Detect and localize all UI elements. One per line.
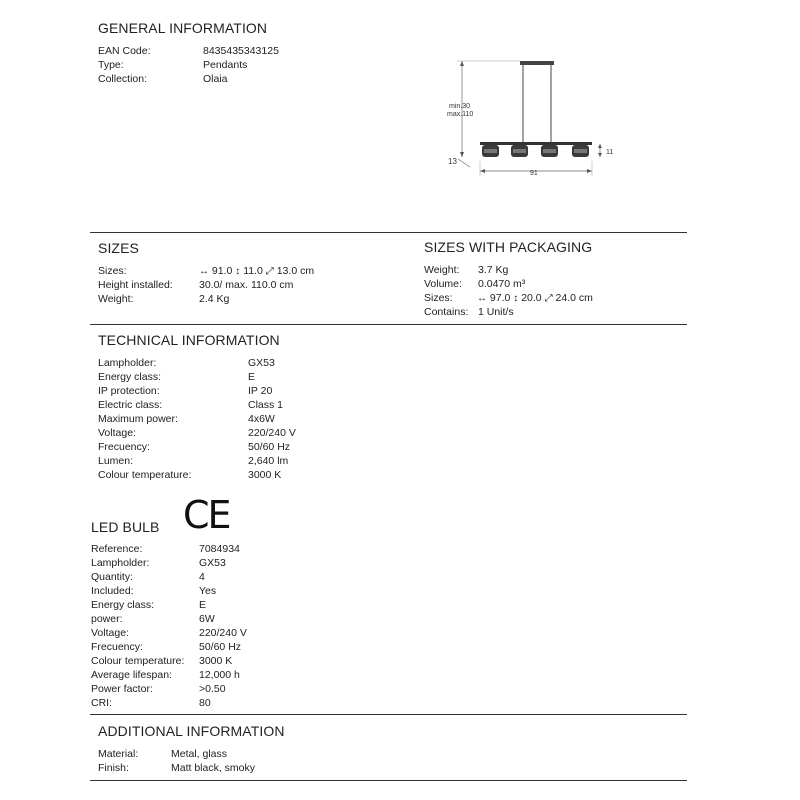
height-min-label: min.30 <box>449 103 471 110</box>
led-label: Included: <box>91 585 134 597</box>
sizes-title: SIZES <box>98 240 139 256</box>
tech-value: 220/240 V <box>248 427 296 439</box>
led-value: 4 <box>199 571 205 583</box>
tech-label: Electric class: <box>98 399 163 411</box>
led-value: 50/60 Hz <box>199 641 242 653</box>
collection-value: Olaia <box>203 73 228 85</box>
led-label: Power factor: <box>91 683 153 695</box>
sizes-label: Sizes: <box>98 265 127 277</box>
pack-weight-value: 3.7 Kg <box>478 264 509 276</box>
led-label: Voltage: <box>91 627 129 639</box>
led-value: 12,000 h <box>199 669 240 681</box>
width-label: 91 <box>530 170 538 177</box>
led-value: 6W <box>199 613 215 625</box>
led-label: Energy class: <box>91 599 155 611</box>
pack-contains-label: Contains: <box>424 306 469 318</box>
led-title: LED BULB <box>91 519 160 535</box>
ean-value: 8435435343125 <box>203 45 279 57</box>
technical-title: TECHNICAL INFORMATION <box>98 332 280 348</box>
led-value: 220/240 V <box>199 627 247 639</box>
tech-value: 3000 K <box>248 469 282 481</box>
led-value: E <box>199 599 207 611</box>
tech-value: 50/60 Hz <box>248 441 291 453</box>
tech-value: IP 20 <box>248 385 273 397</box>
pack-depth: 24.0 cm <box>555 292 593 304</box>
pack-volume-label: Volume: <box>424 278 462 290</box>
finish-value: Matt black, smoky <box>171 762 256 774</box>
sizes-value <box>199 264 314 279</box>
divider-4 <box>90 780 687 781</box>
led-label: power: <box>91 613 123 625</box>
finish-label: Finish: <box>98 762 129 774</box>
pack-sizes-value <box>477 291 593 306</box>
led-value: 80 <box>199 697 211 709</box>
tech-label: Maximum power: <box>98 413 178 425</box>
sizes-width: 91.0 <box>211 265 233 277</box>
pack-weight-label: Weight: <box>424 264 460 276</box>
tech-value: E <box>248 371 256 383</box>
pack-sizes-label: Sizes: <box>424 292 453 304</box>
tech-label: Colour temperature: <box>98 469 192 481</box>
divider-1 <box>90 232 687 233</box>
width-icon: ↔ <box>199 266 209 277</box>
tech-value: 2,640 lm <box>248 455 289 467</box>
sizes-height: 11.0 <box>243 265 263 277</box>
depth-icon: ⤢ <box>265 266 274 277</box>
material-value: Metal, glass <box>171 748 228 760</box>
pack-width: 97.0 <box>489 292 511 304</box>
pack-contains-value: 1 Unit/s <box>478 306 514 318</box>
divider-2 <box>90 324 687 325</box>
led-label: Reference: <box>91 543 143 555</box>
led-value: 3000 K <box>199 655 233 667</box>
lamp-shades <box>482 145 589 157</box>
divider-3 <box>90 714 687 715</box>
height-installed-value: 30.0/ max. 110.0 cm <box>199 279 294 291</box>
lamp-bar <box>480 142 592 145</box>
led-value: >0.50 <box>199 683 226 695</box>
led-label: Frecuency: <box>91 641 143 653</box>
tech-label: Lumen: <box>98 455 134 467</box>
ce-mark-icon: CE <box>183 493 230 537</box>
pack-height-icon: ↕ <box>513 293 519 304</box>
ean-label: EAN Code: <box>98 45 151 57</box>
tech-label: Lampholder: <box>98 357 157 369</box>
collection-label: Collection: <box>98 73 148 85</box>
pendant-dimension-drawing <box>440 55 620 185</box>
pack-volume-value: 0.0470 m³ <box>478 278 526 290</box>
pack-height: 20.0 <box>521 292 542 304</box>
led-label: Colour temperature: <box>91 655 185 667</box>
type-value: Pendants <box>203 59 248 71</box>
tech-label: IP protection: <box>98 385 160 397</box>
general-info-title: GENERAL INFORMATION <box>98 20 268 36</box>
pack-depth-icon: ⤢ <box>544 293 553 304</box>
led-label: Average lifespan: <box>91 669 172 681</box>
sizes-depth: 13.0 cm <box>276 265 315 277</box>
height-max-label: max.110 <box>447 111 474 118</box>
tech-value: Class 1 <box>248 399 284 411</box>
tech-value: 4x6W <box>248 413 275 425</box>
led-value: Yes <box>199 585 217 597</box>
led-value: GX53 <box>199 557 226 569</box>
packaging-title: SIZES WITH PACKAGING <box>424 239 593 255</box>
additional-title: ADDITIONAL INFORMATION <box>98 723 285 739</box>
weight-label: Weight: <box>98 293 134 305</box>
led-label: Lampholder: <box>91 557 150 569</box>
ceiling-canopy <box>520 61 554 65</box>
type-label: Type: <box>98 59 124 71</box>
led-label: Quantity: <box>91 571 134 583</box>
weight-value: 2.4 Kg <box>199 293 230 305</box>
depth-label: 13 <box>448 157 457 166</box>
pack-width-icon: ↔ <box>477 293 487 304</box>
tech-label: Energy class: <box>98 371 162 383</box>
led-value: 7084934 <box>199 543 240 555</box>
led-label: CRI: <box>91 697 112 709</box>
height-icon: ↕ <box>235 266 241 277</box>
tech-value: GX53 <box>248 357 275 369</box>
material-label: Material: <box>98 748 139 760</box>
tech-label: Voltage: <box>98 427 136 439</box>
tech-label: Frecuency: <box>98 441 150 453</box>
height-installed-label: Height installed: <box>98 279 173 291</box>
shade-height-label: 11 <box>606 149 614 156</box>
